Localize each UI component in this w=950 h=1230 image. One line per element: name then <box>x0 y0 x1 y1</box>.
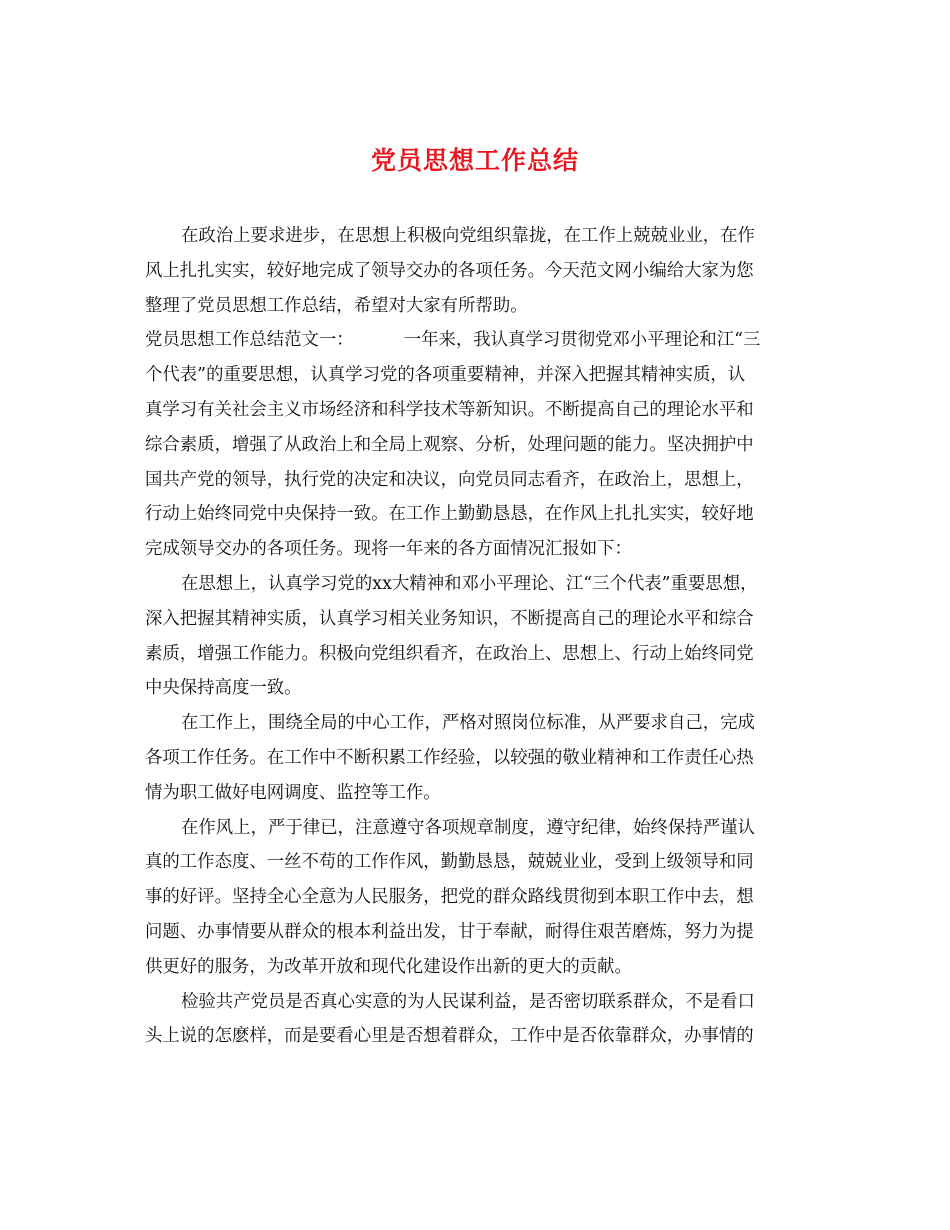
paragraph-line: 头上说的怎麽样，而是要看心里是否想着群众，工作中是否依靠群众，办事情的 <box>145 1026 754 1047</box>
paragraph-line: 在工作上，围绕全局的中心工作，严格对照岗位标准，从严要求自己，完成 <box>181 713 755 734</box>
paragraph-line: 综合素质，增强了从政治上和全局上观察、分析，处理问题的能力。坚决拥护中 <box>145 434 754 455</box>
paragraph-line: 事的好评。坚持全心全意为人民服务，把党的群众路线贯彻到本职工作中去，想 <box>145 887 754 908</box>
paragraph-line: 整理了党员思想工作总结，希望对大家有所帮助。 <box>145 295 528 316</box>
paragraph-line: 深入把握其精神实质，认真学习相关业务知识，不断提高自己的理论水平和综合 <box>145 608 754 629</box>
paragraph-line: 在作风上，严于律已，注意遵守各项规章制度，遵守纪律，始终保持严谨认 <box>181 817 755 838</box>
document-body <box>145 219 805 1054</box>
document-title: 党员思想工作总结 <box>370 146 579 175</box>
paragraph-line: 素质，增强工作能力。积极向党组织看齐，在政治上、思想上、行动上始终同党 <box>145 643 754 664</box>
paragraph-line: 情为职工做好电网调度、监控等工作。 <box>145 782 441 803</box>
paragraph-line: 检验共产党员是否真心实意的为人民谋利益，是否密切联系群众，不是看口 <box>181 991 755 1012</box>
paragraph-line: 真学习有关社会主义市场经济和科学技术等新知识。不断提高自己的理论水平和 <box>145 399 754 420</box>
paragraph-line: 问题、办事情要从群众的根本利益出发，甘于奉献，耐得住艰苦磨炼，努力为提 <box>145 921 754 942</box>
paragraph-line: 行动上始终同党中央保持一致。在工作上勤勤恳恳，在作风上扎扎实实，较好地 <box>145 504 754 525</box>
paragraph-line: 中央保持高度一致。 <box>145 678 302 699</box>
section-heading: 党员思想工作总结范文一： <box>145 330 354 351</box>
paragraph-line: 各项工作任务。在工作中不断积累工作经验，以较强的敬业精神和工作责任心热 <box>145 747 754 768</box>
paragraph-line: 国共产党的领导，执行党的决定和决议，向党员同志看齐，在政治上，思想上， <box>145 469 754 490</box>
paragraph-line: 风上扎扎实实，较好地完成了领导交办的各项任务。今天范文网小编给大家为您 <box>145 260 754 281</box>
paragraph-line: 真的工作态度、一丝不苟的工作作风，勤勤恳恳，兢兢业业，受到上级领导和同 <box>145 852 754 873</box>
paragraph-text: 一年来，我认真学习贯彻党邓小平理论和江“三 <box>403 330 761 351</box>
paragraph-line: 在思想上，认真学习党的xx大精神和邓小平理论、江“三个代表”重要思想， <box>181 573 758 594</box>
section-line <box>145 323 805 358</box>
paragraph-line: 完成领导交办的各项任务。现将一年来的各方面情况汇报如下： <box>145 539 632 560</box>
paragraph-line: 供更好的服务，为改革开放和现代化建设作出新的更大的贡献。 <box>145 956 632 977</box>
paragraph-line: 在政治上要求进步，在思想上积极向党组织靠拢，在工作上兢兢业业，在作 <box>181 226 755 246</box>
paragraph-line: 个代表”的重要思想，认真学习党的各项重要精神，并深入把握其精神实质，认 <box>145 365 746 386</box>
